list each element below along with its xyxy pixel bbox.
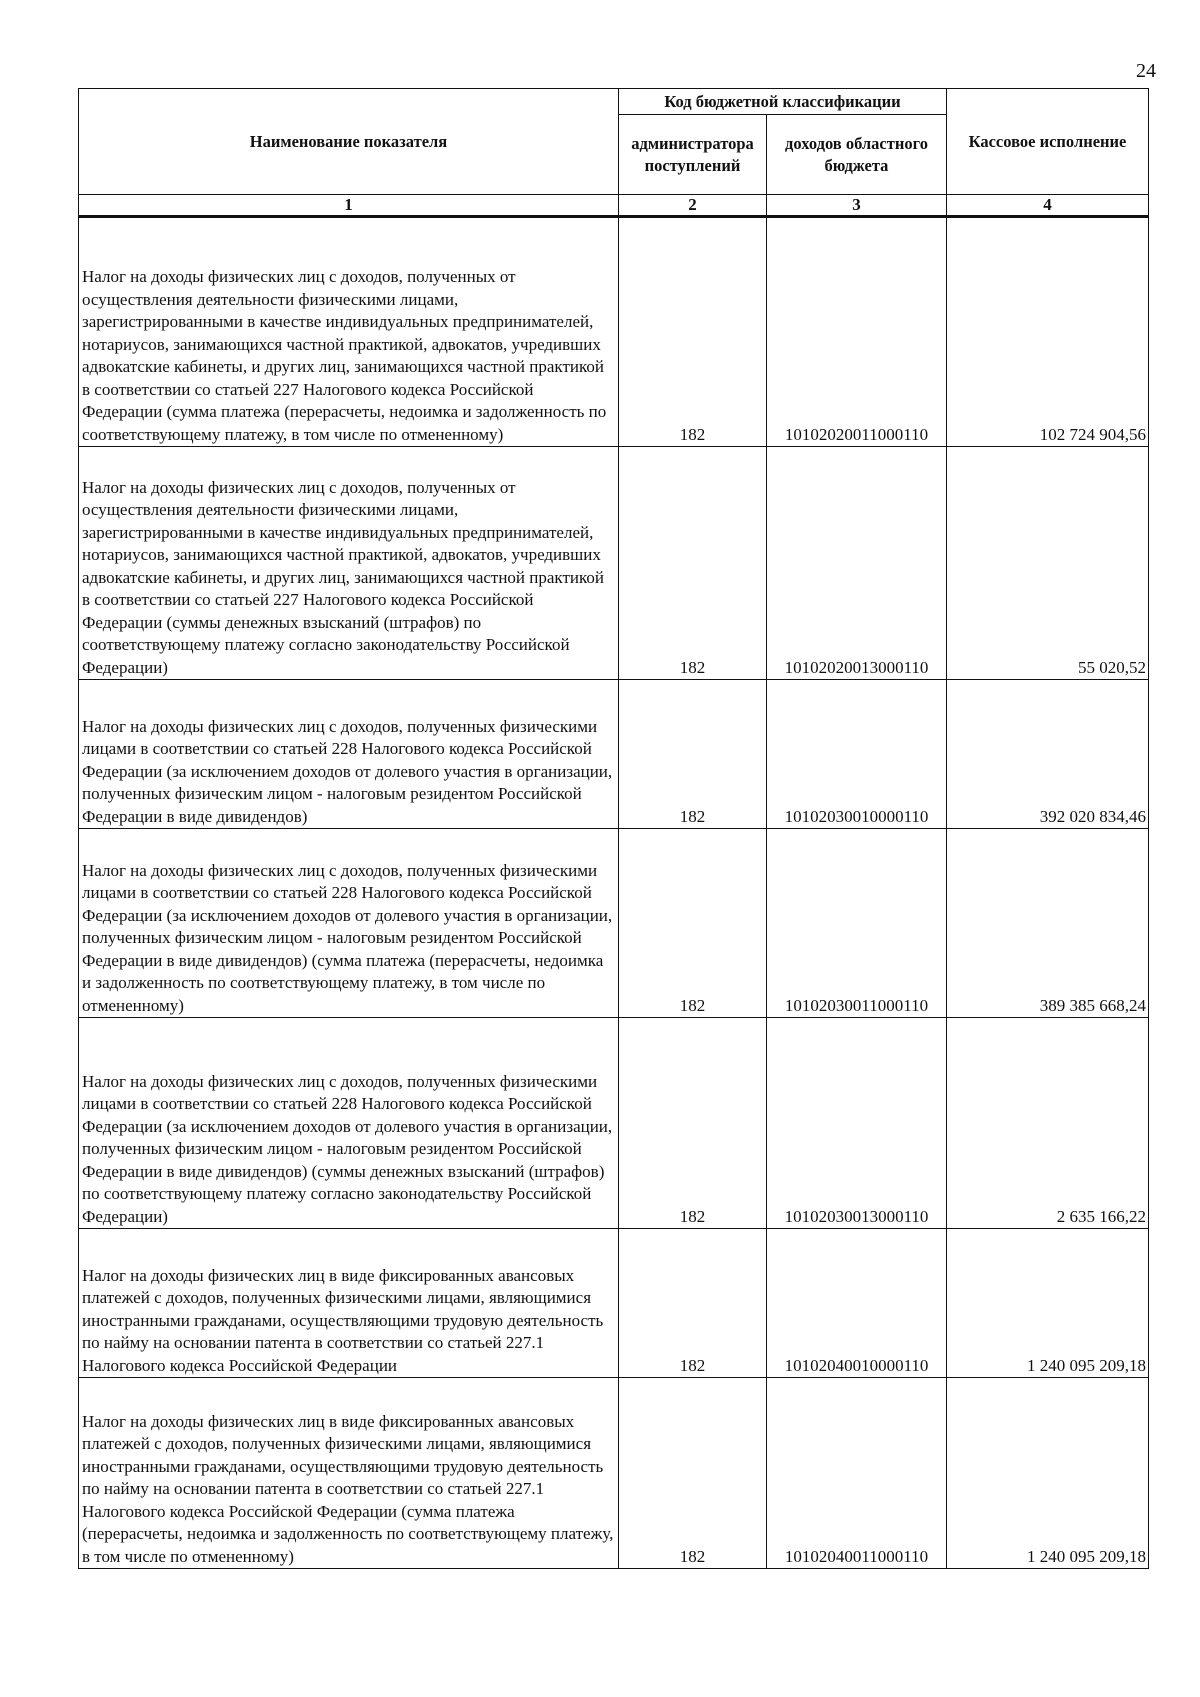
indicator-name-cell	[79, 447, 619, 680]
budget-code: 10102020013000110	[767, 447, 947, 680]
budget-code: 10102040011000110	[767, 1378, 947, 1569]
table-row	[79, 1378, 1149, 1569]
indicator-name: Налог на доходы физических лиц с доходов, полученных от осуществления деятельности физическими лицами, зарегистрированными в качестве индивидуальных предпринимателей, нотариусов, занимающихся частной практикой, адвокатов, учредивших адвокатские кабинеты, и других лиц, занимающихся частной практикой в соответствии со статьей 227 Налогового кодекса Российской Федерации (сумма платежа (перерасчеты, недоимка и задолженность по соответствующему платежу, в том числе по отмененному)	[82, 267, 607, 444]
table-row	[79, 1229, 1149, 1378]
table-row	[79, 217, 1149, 447]
admin-code: 182	[619, 1018, 767, 1229]
budget-code: 10102030011000110	[767, 829, 947, 1018]
admin-code: 182	[619, 1378, 767, 1569]
indicator-name: Налог на доходы физических лиц в виде фиксированных авансовых платежей с доходов, полученных физическими лицами, являющимися иностранными гражданами, осуществляющими трудовую деятельность по найму на основании патента в соответствии со статьей 227.1 Налогового кодекса Российской Федерации	[82, 1265, 604, 1375]
indicator-name-cell	[79, 217, 619, 447]
column-number: 4	[947, 195, 1149, 217]
indicator-name-cell	[79, 1018, 619, 1229]
indicator-name: Налог на доходы физических лиц в виде фиксированных авансовых платежей с доходов, полученных физическими лицами, являющимися иностранными гражданами, осуществляющими трудовую деятельность по найму на основании патента в соответствии со статьей 227.1 Налогового кодекса Российской Федерации (сумма платежа (перерасчеты, недоимка и задолженность по соответствующему платежу, в том числе по отмененному)	[82, 1411, 614, 1566]
cash-execution-amount: 102 724 904,56	[947, 217, 1149, 447]
budget-code: 10102030013000110	[767, 1018, 947, 1229]
admin-code: 182	[619, 1229, 767, 1378]
header-budget-code-group: Код бюджетной классификации	[619, 89, 947, 115]
table-row	[79, 680, 1149, 829]
indicator-name-cell	[79, 680, 619, 829]
indicator-name: Налог на доходы физических лиц с доходов, полученных физическими лицами в соответствии со статьей 228 Налогового кодекса Российской Федерации (за исключением доходов от долевого участия в организации, полученных физическим лицом - налоговым резидентом Российской Федерации в виде дивидендов) (суммы денежных взысканий (штрафов) по соответствующему платежу согласно законодательству Российской Федерации)	[82, 1071, 613, 1226]
table-row	[79, 447, 1149, 680]
indicator-name: Налог на доходы физических лиц с доходов, полученных от осуществления деятельности физическими лицами, зарегистрированными в качестве индивидуальных предпринимателей, нотариусов, занимающихся частной практикой, адвокатов, учредивших адвокатские кабинеты, и других лиц, занимающихся частной практикой в соответствии со статьей 227 Налогового кодекса Российской Федерации (суммы денежных взысканий (штрафов) по соответствующему платежу согласно законодательству Российской Федерации)	[82, 477, 604, 677]
header-cash-execution: Кассовое исполнение	[947, 89, 1149, 195]
header-revenue-administrator: администратора поступлений	[619, 115, 767, 195]
header-indicator-name: Наименование показателя	[79, 89, 619, 195]
indicator-name-cell	[79, 1378, 619, 1569]
cash-execution-amount: 1 240 095 209,18	[947, 1229, 1149, 1378]
cash-execution-amount: 389 385 668,24	[947, 829, 1149, 1018]
table-row	[79, 1018, 1149, 1229]
budget-code: 10102040010000110	[767, 1229, 947, 1378]
admin-code: 182	[619, 447, 767, 680]
table-row	[79, 829, 1149, 1018]
indicator-name: Налог на доходы физических лиц с доходов, полученных физическими лицами в соответствии со статьей 228 Налогового кодекса Российской Федерации (за исключением доходов от долевого участия в организации, полученных физическим лицом - налоговым резидентом Российской Федерации в виде дивидендов)	[82, 716, 613, 826]
admin-code: 182	[619, 680, 767, 829]
cash-execution-amount: 2 635 166,22	[947, 1018, 1149, 1229]
cash-execution-amount: 1 240 095 209,18	[947, 1378, 1149, 1569]
cash-execution-amount: 392 020 834,46	[947, 680, 1149, 829]
column-number: 1	[79, 195, 619, 217]
indicator-name-cell	[79, 829, 619, 1018]
admin-code: 182	[619, 217, 767, 447]
cash-execution-amount: 55 020,52	[947, 447, 1149, 680]
budget-code: 10102020011000110	[767, 217, 947, 447]
column-number: 2	[619, 195, 767, 217]
budget-execution-table	[78, 88, 1149, 1569]
column-number: 3	[767, 195, 947, 217]
header-regional-budget-revenue: доходов областного бюджета	[767, 115, 947, 195]
indicator-name-cell	[79, 1229, 619, 1378]
indicator-name: Налог на доходы физических лиц с доходов, полученных физическими лицами в соответствии со статьей 228 Налогового кодекса Российской Федерации (за исключением доходов от долевого участия в организации, полученных физическим лицом - налоговым резидентом Российской Федерации в виде дивидендов) (сумма платежа (перерасчеты, недоимка и задолженность по соответствующему платежу, в том числе по отмененному)	[82, 860, 613, 1015]
budget-code: 10102030010000110	[767, 680, 947, 829]
page-number: 24	[1136, 60, 1156, 82]
admin-code: 182	[619, 829, 767, 1018]
